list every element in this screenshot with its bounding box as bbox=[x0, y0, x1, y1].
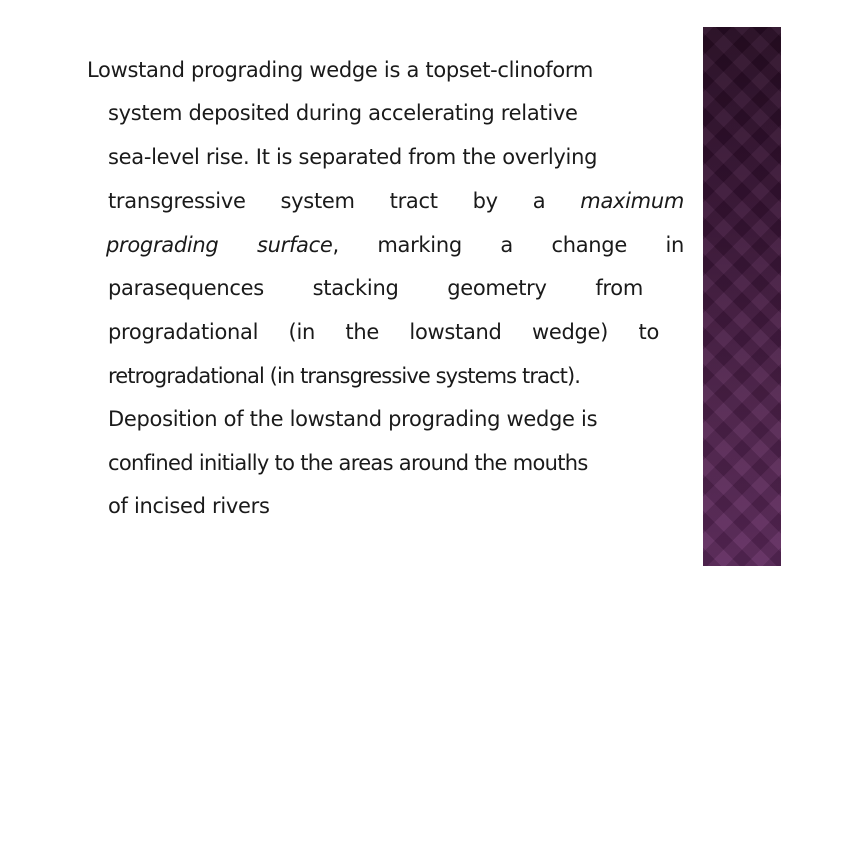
text-line: confined initially to the areas around the mouths bbox=[108, 451, 588, 475]
italic-term: maximum bbox=[580, 189, 684, 213]
text-line bbox=[108, 188, 684, 214]
text-line: of incised rivers bbox=[108, 494, 270, 518]
text-line bbox=[106, 232, 684, 258]
text-line: progradational (in the lowstand wedge) to bbox=[108, 320, 659, 344]
text-line: system deposited during accelerating relative bbox=[108, 101, 578, 125]
text-line: sea-level rise. It is separated from the overlying bbox=[108, 145, 598, 169]
text-line: parasequences stacking geometry from bbox=[108, 276, 643, 300]
decorative-diamond-bar bbox=[703, 27, 781, 566]
italic-term: prograding surface bbox=[106, 233, 333, 257]
text-line: retrogradational (in transgressive systems tract). bbox=[108, 364, 581, 388]
text-line: Deposition of the lowstand prograding wedge is bbox=[108, 407, 598, 431]
text-segment: transgressive system tract by a bbox=[108, 189, 581, 213]
text-line: Lowstand prograding wedge is a topset-clinoform bbox=[87, 58, 594, 82]
text-segment: , marking a change in bbox=[332, 233, 685, 257]
